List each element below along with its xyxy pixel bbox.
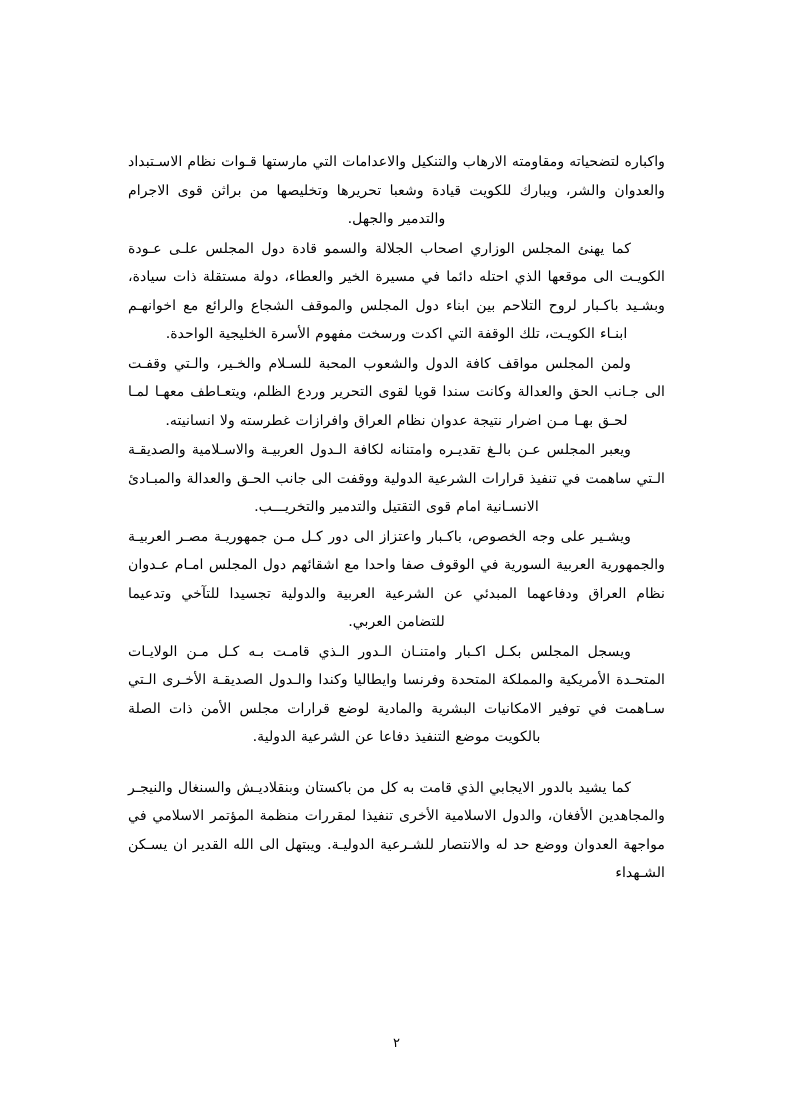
page-number: ٢: [393, 1036, 400, 1051]
paragraph-3: ولمن المجلس مواقف كافة الدول والشعوب المحبة للسـلام والخـير، والـتي وقفـت الى جـانب الحق والعدالة وكانت سندا قويا لقوى التحرير وردع الظلم، ويتعـاطف معهـا لمـا لحـق بهـا مـن اضرار نتيجة عدوان نظام العراق وافرازات غطرسته ولا انسانيته.: [128, 355, 665, 429]
paragraph-5: ويشـير على وجه الخصوص، باكـبار واعتزاز الى دور كـل مـن جمهوريـة مصـر العربيـة والجمهورية العربية السورية في الوقوف صفا واحدا مع اشقائهم دول المجلس امـام عـدوان نظام العراق ودفاعهما المبدئي عن الشرعية العربية والدولية تجسيدا للتآخي وتدعيما للتضامن العربي.: [128, 528, 665, 630]
paragraph-6: ويسجل المجلس بكـل اكـبار وامتنـان الـدور الـذي قامـت بـه كـل مـن الولايـات المتحـدة الأمريكية والمملكة المتحدة وفرنسا وايطاليا وكندا والـدول الصديقـة الأخـرى الـتي سـاهمت في توفير الامكانيات البشرية والمادية لوضع قرارات مجلس الأمن ذات الصلة بالكويت موضع التنفيذ دفاعا عن الشرعية الدولية.: [128, 643, 665, 745]
paragraph-7: كما يشيد بالدور الايجابي الذي قامت به كل من باكستان وبنقلاديـش والسنغال والنيجـر والمجاهدين الأفغان، والدول الاسلامية الأخرى تنفيذا لمقررات منظمة المؤتمر الاسلامي في مواجهة العدوان ووضع حد له والانتصار للشـرعية الدوليـة. ويبتهل الى الله القدير ان يسـكن الشـهداء: [128, 779, 665, 881]
paragraph-2: كما يهنئ المجلس الوزاري اصحاب الجلالة والسمو قادة دول المجلس علـى عـودة الكويـت الى موقعها الذي احتله دائما في مسيرة الخير والعطاء، دولة مستقلة ذات سيادة، وبشـيد باكـبار لروح التلاحم بين ابناء دول المجلس والموقف الشجاع والرائع مع اخوانهـم ابنـاء الكويـت، تلك الوقفة التي اكدت ورسخت مفهوم الأسرة الخليجية الواحدة.: [128, 240, 665, 342]
paragraph-4: ويعبر المجلس عـن بالـغ تقديـره وامتنانه لكافة الـدول العربيـة والاسـلامية والصديقـة الـتي ساهمت في تنفيذ قرارات الشرعية الدولية ووقفت الى جانب الحـق والعدالة والمبـادئ الانسـانية امام قوى التقتيل والتدمير والتخريـــب.: [128, 442, 665, 515]
document-body: [128, 148, 665, 889]
paragraph-1: واكباره لتضحياته ومقاومته الارهاب والتنكيل والاعدامات التي مارستها قـوات نظام الاسـتبداد والعدوان والشر، ويبارك للكويت قيادة وشعبا تحريرها وتخليصها من براثن قوى الاجرام والتدمير والجهل.: [128, 154, 665, 227]
